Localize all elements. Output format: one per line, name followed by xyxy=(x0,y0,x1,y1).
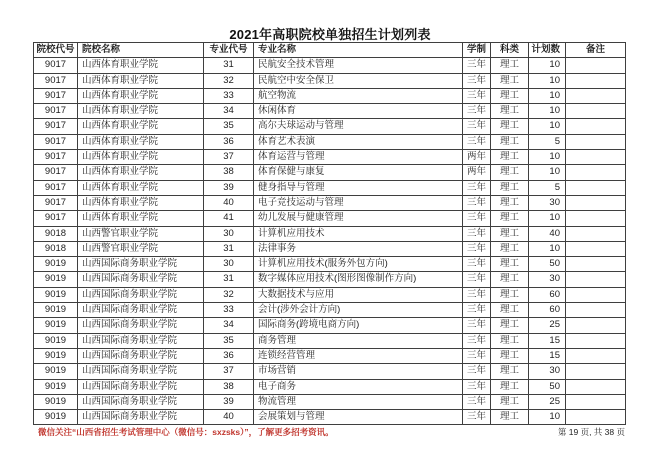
cell-category: 理工 xyxy=(491,287,529,302)
cell-college-name: 山西体育职业学院 xyxy=(78,211,204,226)
cell-college-name: 山西体育职业学院 xyxy=(78,73,204,88)
cell-remark xyxy=(566,394,626,409)
cell-college-name: 山西国际商务职业学院 xyxy=(78,379,204,394)
cell-college-code: 9019 xyxy=(34,318,78,333)
table-row xyxy=(34,241,626,256)
cell-college-code: 9017 xyxy=(34,73,78,88)
cell-major-name: 健身指导与管理 xyxy=(254,180,463,195)
cell-category: 理工 xyxy=(491,104,529,119)
table-row xyxy=(34,287,626,302)
cell-major-name: 会计(涉外会计方向) xyxy=(254,303,463,318)
table-row xyxy=(34,272,626,287)
cell-major-name: 法律事务 xyxy=(254,241,463,256)
column-header-remark: 备注 xyxy=(566,43,626,58)
cell-duration: 三年 xyxy=(463,379,491,394)
cell-category: 理工 xyxy=(491,165,529,180)
cell-college-name: 山西体育职业学院 xyxy=(78,88,204,103)
table-row xyxy=(34,134,626,149)
cell-major-name: 计算机应用技术 xyxy=(254,226,463,241)
cell-category: 理工 xyxy=(491,318,529,333)
cell-duration: 三年 xyxy=(463,348,491,363)
cell-college-code: 9019 xyxy=(34,394,78,409)
cell-college-name: 山西国际商务职业学院 xyxy=(78,318,204,333)
cell-remark xyxy=(566,333,626,348)
cell-duration: 三年 xyxy=(463,211,491,226)
cell-duration: 三年 xyxy=(463,333,491,348)
cell-college-name: 山西体育职业学院 xyxy=(78,134,204,149)
cell-category: 理工 xyxy=(491,241,529,256)
table-row xyxy=(34,333,626,348)
table-row xyxy=(34,150,626,165)
cell-remark xyxy=(566,364,626,379)
cell-duration: 三年 xyxy=(463,272,491,287)
cell-remark xyxy=(566,257,626,272)
cell-remark xyxy=(566,88,626,103)
cell-major-code: 32 xyxy=(204,287,254,302)
cell-major-name: 电子商务 xyxy=(254,379,463,394)
column-header-college-code: 院校代号 xyxy=(34,43,78,58)
cell-college-code: 9017 xyxy=(34,165,78,180)
cell-plan-count: 30 xyxy=(529,195,566,210)
cell-major-code: 31 xyxy=(204,241,254,256)
cell-remark xyxy=(566,119,626,134)
cell-major-name: 商务管理 xyxy=(254,333,463,348)
table-row xyxy=(34,195,626,210)
column-header-category: 科类 xyxy=(491,43,529,58)
cell-plan-count: 30 xyxy=(529,364,566,379)
cell-plan-count: 15 xyxy=(529,348,566,363)
column-header-duration: 学制 xyxy=(463,43,491,58)
cell-duration: 三年 xyxy=(463,88,491,103)
cell-college-name: 山西警官职业学院 xyxy=(78,241,204,256)
cell-college-name: 山西国际商务职业学院 xyxy=(78,410,204,425)
cell-college-code: 9017 xyxy=(34,58,78,73)
cell-plan-count: 10 xyxy=(529,119,566,134)
cell-major-name: 高尔夫球运动与管理 xyxy=(254,119,463,134)
cell-college-name: 山西国际商务职业学院 xyxy=(78,272,204,287)
cell-duration: 三年 xyxy=(463,226,491,241)
cell-category: 理工 xyxy=(491,150,529,165)
cell-major-code: 38 xyxy=(204,379,254,394)
table-row xyxy=(34,379,626,394)
cell-category: 理工 xyxy=(491,119,529,134)
cell-plan-count: 5 xyxy=(529,134,566,149)
cell-remark xyxy=(566,165,626,180)
cell-duration: 三年 xyxy=(463,73,491,88)
cell-duration: 三年 xyxy=(463,318,491,333)
cell-duration: 三年 xyxy=(463,303,491,318)
column-header-major-name: 专业名称 xyxy=(254,43,463,58)
cell-duration: 三年 xyxy=(463,394,491,409)
cell-major-code: 33 xyxy=(204,88,254,103)
cell-remark xyxy=(566,287,626,302)
table-row xyxy=(34,58,626,73)
cell-plan-count: 50 xyxy=(529,379,566,394)
cell-remark xyxy=(566,379,626,394)
enrollment-plan-table xyxy=(33,42,626,425)
cell-major-code: 30 xyxy=(204,257,254,272)
table-row xyxy=(34,73,626,88)
cell-college-name: 山西国际商务职业学院 xyxy=(78,287,204,302)
cell-category: 理工 xyxy=(491,333,529,348)
table-row xyxy=(34,410,626,425)
cell-duration: 三年 xyxy=(463,410,491,425)
cell-major-code: 38 xyxy=(204,165,254,180)
cell-plan-count: 15 xyxy=(529,333,566,348)
table-row xyxy=(34,104,626,119)
cell-major-name: 大数据技术与应用 xyxy=(254,287,463,302)
cell-category: 理工 xyxy=(491,394,529,409)
table-row xyxy=(34,348,626,363)
table-row xyxy=(34,165,626,180)
cell-college-code: 9017 xyxy=(34,211,78,226)
cell-remark xyxy=(566,318,626,333)
cell-remark xyxy=(566,303,626,318)
cell-major-name: 航空物流 xyxy=(254,88,463,103)
cell-plan-count: 40 xyxy=(529,226,566,241)
cell-plan-count: 10 xyxy=(529,211,566,226)
cell-major-code: 32 xyxy=(204,73,254,88)
cell-category: 理工 xyxy=(491,379,529,394)
cell-duration: 三年 xyxy=(463,119,491,134)
cell-plan-count: 10 xyxy=(529,58,566,73)
cell-major-code: 39 xyxy=(204,180,254,195)
cell-major-name: 市场营销 xyxy=(254,364,463,379)
cell-category: 理工 xyxy=(491,211,529,226)
cell-category: 理工 xyxy=(491,226,529,241)
cell-duration: 两年 xyxy=(463,150,491,165)
cell-major-code: 31 xyxy=(204,58,254,73)
cell-category: 理工 xyxy=(491,410,529,425)
cell-remark xyxy=(566,104,626,119)
cell-plan-count: 10 xyxy=(529,104,566,119)
cell-college-code: 9017 xyxy=(34,180,78,195)
cell-remark xyxy=(566,73,626,88)
cell-major-name: 休闲体育 xyxy=(254,104,463,119)
table-body xyxy=(34,58,626,425)
cell-plan-count: 10 xyxy=(529,410,566,425)
cell-plan-count: 10 xyxy=(529,150,566,165)
cell-plan-count: 10 xyxy=(529,241,566,256)
cell-college-name: 山西体育职业学院 xyxy=(78,150,204,165)
cell-college-code: 9019 xyxy=(34,287,78,302)
column-header-college-name: 院校名称 xyxy=(78,43,204,58)
cell-plan-count: 25 xyxy=(529,318,566,333)
cell-remark xyxy=(566,272,626,287)
table-row xyxy=(34,394,626,409)
cell-college-name: 山西警官职业学院 xyxy=(78,226,204,241)
cell-major-code: 34 xyxy=(204,104,254,119)
wechat-footer-note: 微信关注“山西省招生考试管理中心（微信号：sxzsks）”，了解更多招考资讯。 xyxy=(38,427,334,437)
page-number-indicator: 第 19 页, 共 38 页 xyxy=(557,427,625,437)
table-row xyxy=(34,119,626,134)
cell-college-name: 山西体育职业学院 xyxy=(78,180,204,195)
cell-major-code: 35 xyxy=(204,333,254,348)
cell-major-name: 计算机应用技术(服务外包方向) xyxy=(254,257,463,272)
cell-plan-count: 60 xyxy=(529,303,566,318)
cell-college-name: 山西国际商务职业学院 xyxy=(78,257,204,272)
cell-category: 理工 xyxy=(491,272,529,287)
cell-college-code: 9019 xyxy=(34,364,78,379)
cell-college-code: 9017 xyxy=(34,195,78,210)
cell-category: 理工 xyxy=(491,73,529,88)
cell-remark xyxy=(566,241,626,256)
cell-college-code: 9018 xyxy=(34,226,78,241)
cell-remark xyxy=(566,195,626,210)
table-row xyxy=(34,318,626,333)
cell-college-name: 山西国际商务职业学院 xyxy=(78,364,204,379)
cell-college-code: 9019 xyxy=(34,257,78,272)
cell-major-code: 30 xyxy=(204,226,254,241)
cell-remark xyxy=(566,226,626,241)
cell-duration: 三年 xyxy=(463,58,491,73)
cell-college-name: 山西体育职业学院 xyxy=(78,58,204,73)
table-row xyxy=(34,257,626,272)
cell-category: 理工 xyxy=(491,58,529,73)
cell-duration: 三年 xyxy=(463,257,491,272)
cell-college-code: 9017 xyxy=(34,88,78,103)
cell-major-code: 40 xyxy=(204,195,254,210)
cell-plan-count: 30 xyxy=(529,272,566,287)
cell-college-code: 9019 xyxy=(34,348,78,363)
cell-major-name: 体育保健与康复 xyxy=(254,165,463,180)
cell-major-name: 幼儿发展与健康管理 xyxy=(254,211,463,226)
cell-college-name: 山西体育职业学院 xyxy=(78,195,204,210)
cell-category: 理工 xyxy=(491,364,529,379)
cell-plan-count: 25 xyxy=(529,394,566,409)
cell-duration: 三年 xyxy=(463,134,491,149)
cell-college-code: 9017 xyxy=(34,134,78,149)
cell-plan-count: 50 xyxy=(529,257,566,272)
cell-duration: 两年 xyxy=(463,165,491,180)
cell-major-name: 国际商务(跨境电商方向) xyxy=(254,318,463,333)
cell-major-code: 31 xyxy=(204,272,254,287)
cell-plan-count: 10 xyxy=(529,73,566,88)
cell-duration: 三年 xyxy=(463,241,491,256)
page-title: 2021年高职院校单独招生计划列表 xyxy=(229,27,431,42)
cell-major-code: 33 xyxy=(204,303,254,318)
cell-category: 理工 xyxy=(491,134,529,149)
cell-college-name: 山西国际商务职业学院 xyxy=(78,303,204,318)
cell-duration: 三年 xyxy=(463,180,491,195)
cell-remark xyxy=(566,410,626,425)
cell-duration: 三年 xyxy=(463,287,491,302)
cell-major-name: 会展策划与管理 xyxy=(254,410,463,425)
column-header-major-code: 专业代号 xyxy=(204,43,254,58)
cell-college-name: 山西体育职业学院 xyxy=(78,119,204,134)
cell-major-code: 37 xyxy=(204,150,254,165)
cell-major-name: 体育运营与管理 xyxy=(254,150,463,165)
cell-major-name: 物流管理 xyxy=(254,394,463,409)
cell-major-code: 41 xyxy=(204,211,254,226)
cell-major-code: 34 xyxy=(204,318,254,333)
cell-remark xyxy=(566,180,626,195)
cell-major-code: 40 xyxy=(204,410,254,425)
cell-college-name: 山西国际商务职业学院 xyxy=(78,333,204,348)
cell-major-name: 体育艺术表演 xyxy=(254,134,463,149)
cell-college-code: 9019 xyxy=(34,410,78,425)
cell-plan-count: 5 xyxy=(529,180,566,195)
cell-college-code: 9017 xyxy=(34,104,78,119)
cell-category: 理工 xyxy=(491,257,529,272)
table-row xyxy=(34,303,626,318)
cell-remark xyxy=(566,134,626,149)
cell-plan-count: 10 xyxy=(529,165,566,180)
cell-college-code: 9019 xyxy=(34,303,78,318)
cell-remark xyxy=(566,150,626,165)
table-row xyxy=(34,211,626,226)
cell-college-code: 9019 xyxy=(34,379,78,394)
table-row xyxy=(34,180,626,195)
cell-college-name: 山西国际商务职业学院 xyxy=(78,348,204,363)
cell-remark xyxy=(566,211,626,226)
table-row xyxy=(34,226,626,241)
cell-major-code: 36 xyxy=(204,134,254,149)
cell-major-name: 数字媒体应用技术(图形图像制作方向) xyxy=(254,272,463,287)
cell-remark xyxy=(566,348,626,363)
table-header-row xyxy=(34,43,626,58)
cell-college-name: 山西国际商务职业学院 xyxy=(78,394,204,409)
cell-category: 理工 xyxy=(491,180,529,195)
cell-major-name: 电子竞技运动与管理 xyxy=(254,195,463,210)
cell-major-code: 35 xyxy=(204,119,254,134)
cell-college-code: 9019 xyxy=(34,333,78,348)
cell-college-code: 9018 xyxy=(34,241,78,256)
cell-duration: 三年 xyxy=(463,364,491,379)
cell-duration: 三年 xyxy=(463,195,491,210)
cell-major-code: 39 xyxy=(204,394,254,409)
cell-remark xyxy=(566,58,626,73)
cell-plan-count: 60 xyxy=(529,287,566,302)
cell-college-code: 9017 xyxy=(34,150,78,165)
cell-college-code: 9019 xyxy=(34,272,78,287)
cell-plan-count: 10 xyxy=(529,88,566,103)
cell-major-code: 37 xyxy=(204,364,254,379)
cell-category: 理工 xyxy=(491,348,529,363)
cell-major-name: 民航空中安全保卫 xyxy=(254,73,463,88)
cell-category: 理工 xyxy=(491,88,529,103)
table-row xyxy=(34,364,626,379)
cell-major-name: 民航安全技术管理 xyxy=(254,58,463,73)
table-row xyxy=(34,88,626,103)
column-header-plan-count: 计划数 xyxy=(529,43,566,58)
cell-college-code: 9017 xyxy=(34,119,78,134)
cell-major-code: 36 xyxy=(204,348,254,363)
cell-category: 理工 xyxy=(491,303,529,318)
cell-college-name: 山西体育职业学院 xyxy=(78,165,204,180)
cell-category: 理工 xyxy=(491,195,529,210)
cell-duration: 三年 xyxy=(463,104,491,119)
cell-college-name: 山西体育职业学院 xyxy=(78,104,204,119)
cell-major-name: 连锁经营管理 xyxy=(254,348,463,363)
